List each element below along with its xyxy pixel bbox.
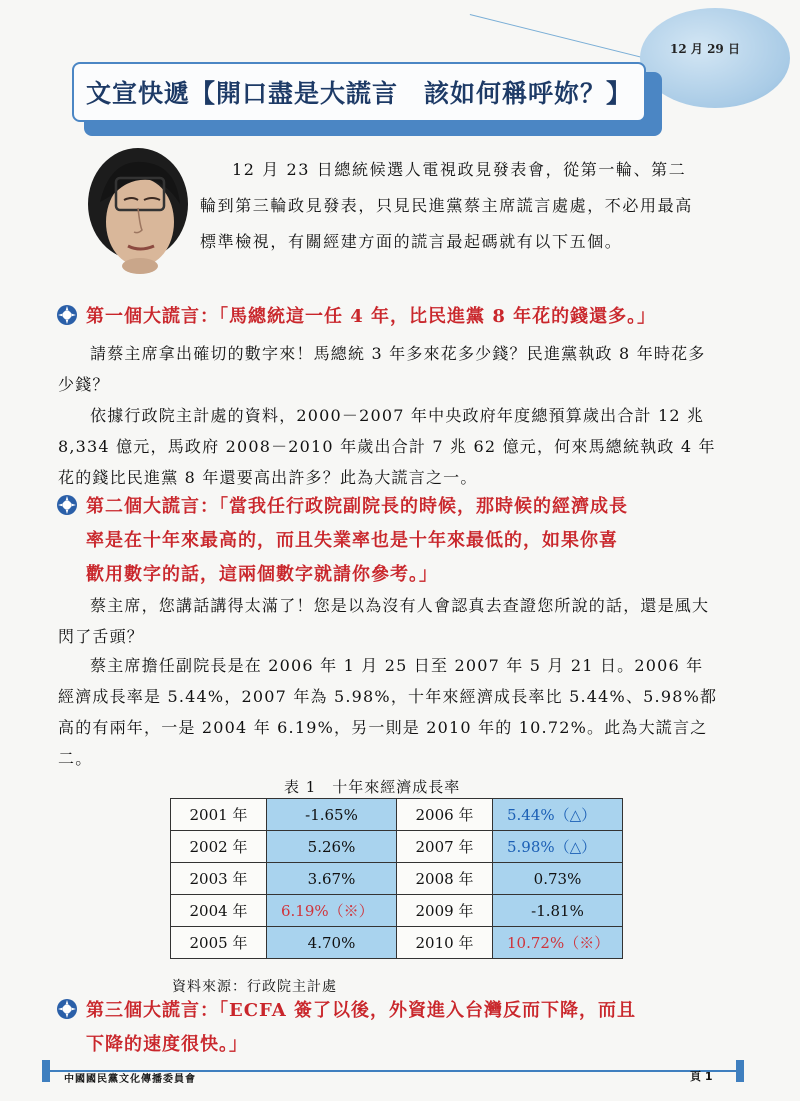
year-cell: 2002 年 <box>171 831 267 863</box>
lie1-heading: 第一個大謊言：「馬總統這一任 4 年，比民進黨 8 年花的錢還多。」 <box>56 300 656 334</box>
value-cell: -1.81% <box>493 895 623 927</box>
lie2-paragraph-1: 蔡主席，您講話講得太滿了！您是以為沒有人會認真去查證您所說的話，還是風大閃了舌頭？ <box>58 596 710 646</box>
portrait-photo <box>80 142 196 282</box>
date-label: 12 月 29 日 <box>670 42 740 56</box>
footer-marker-left <box>42 1060 50 1082</box>
lie2-heading: 第二個大謊言：「當我任行政院副院長的時候，那時候的經濟成長 率是在十年來最高的，而且失業率也是十年來最低的，如果你喜 歡用數字的話，這兩個數字就請你參考。」 <box>56 490 628 592</box>
table-row <box>171 927 623 959</box>
footer-marker-right <box>736 1060 744 1082</box>
year-cell: 2007 年 <box>397 831 493 863</box>
lie1-paragraph-1: 請蔡主席拿出確切的數字來！馬總統 3 年多來花多少錢？民進黨執政 8 年時花多少錢？ <box>58 344 706 394</box>
lie3-heading: 第三個大謊言：「ECFA 簽了以後，外資進入台灣反而下降，而且 下降的速度很快。」 <box>56 994 636 1062</box>
kmt-emblem-icon <box>56 494 78 516</box>
date-badge <box>640 8 790 108</box>
page-title: 文宣快遞【開口盡是大謊言 該如何稱呼妳？】 <box>85 79 632 108</box>
lie2-paragraph-2: 蔡主席擔任副院長是在 2006 年 1 月 25 日至 2007 年 5 月 21 日。2006 年經濟成長率是 5.44%，2007 年為 5.98%，十年來經濟成長率比 5.44%、5.98%都高的有兩年，一是 2004 年 6.19%，另一則是 2010 年的 10.72%。此為大謊言之二。 <box>58 656 718 768</box>
value-cell: 0.73% <box>493 863 623 895</box>
value-cell: 6.19%（※） <box>267 895 397 927</box>
year-cell: 2003 年 <box>171 863 267 895</box>
growth-rate-table <box>170 798 623 959</box>
table-row <box>171 831 623 863</box>
year-cell: 2009 年 <box>397 895 493 927</box>
value-cell: 10.72%（※） <box>493 927 623 959</box>
value-cell: 3.67% <box>267 863 397 895</box>
page-number: 頁 1 <box>690 1070 713 1083</box>
value-cell: 5.26% <box>267 831 397 863</box>
value-cell: 5.98%（△） <box>493 831 623 863</box>
table-row <box>171 863 623 895</box>
intro-paragraph: 12 月 23 日總統候選人電視政見發表會，從第一輪、第二輪到第三輪政見發表，只見民進黨蔡主席謊言處處，不必用最高標準檢視，有關經建方面的謊言最起碼就有以下五個。 <box>200 160 693 251</box>
value-cell: -1.65% <box>267 799 397 831</box>
year-cell: 2008 年 <box>397 863 493 895</box>
kmt-emblem-icon <box>56 998 78 1020</box>
value-cell: 5.44%（△） <box>493 799 623 831</box>
year-cell: 2006 年 <box>397 799 493 831</box>
table-row <box>171 895 623 927</box>
kmt-emblem-icon <box>56 304 78 326</box>
table-row <box>171 799 623 831</box>
table-caption: 表 1 十年來經濟成長率 <box>284 778 461 796</box>
lie1-paragraph-2: 依據行政院主計處的資料，2000－2007 年中央政府年度總預算歲出合計 12 兆 8,334 億元，馬政府 2008－2010 年歲出合計 7 兆 62 億元，何來馬總統執政 4 年花的錢比民進黨 8 年還要高出許多？此為大謊言之一。 <box>58 406 716 487</box>
table-source: 資料來源：行政院主計處 <box>172 979 337 995</box>
year-cell: 2001 年 <box>171 799 267 831</box>
title-banner <box>72 62 646 122</box>
year-cell: 2005 年 <box>171 927 267 959</box>
year-cell: 2010 年 <box>397 927 493 959</box>
year-cell: 2004 年 <box>171 895 267 927</box>
footer-organization: 中國國民黨文化傳播委員會 <box>64 1074 196 1085</box>
value-cell: 4.70% <box>267 927 397 959</box>
